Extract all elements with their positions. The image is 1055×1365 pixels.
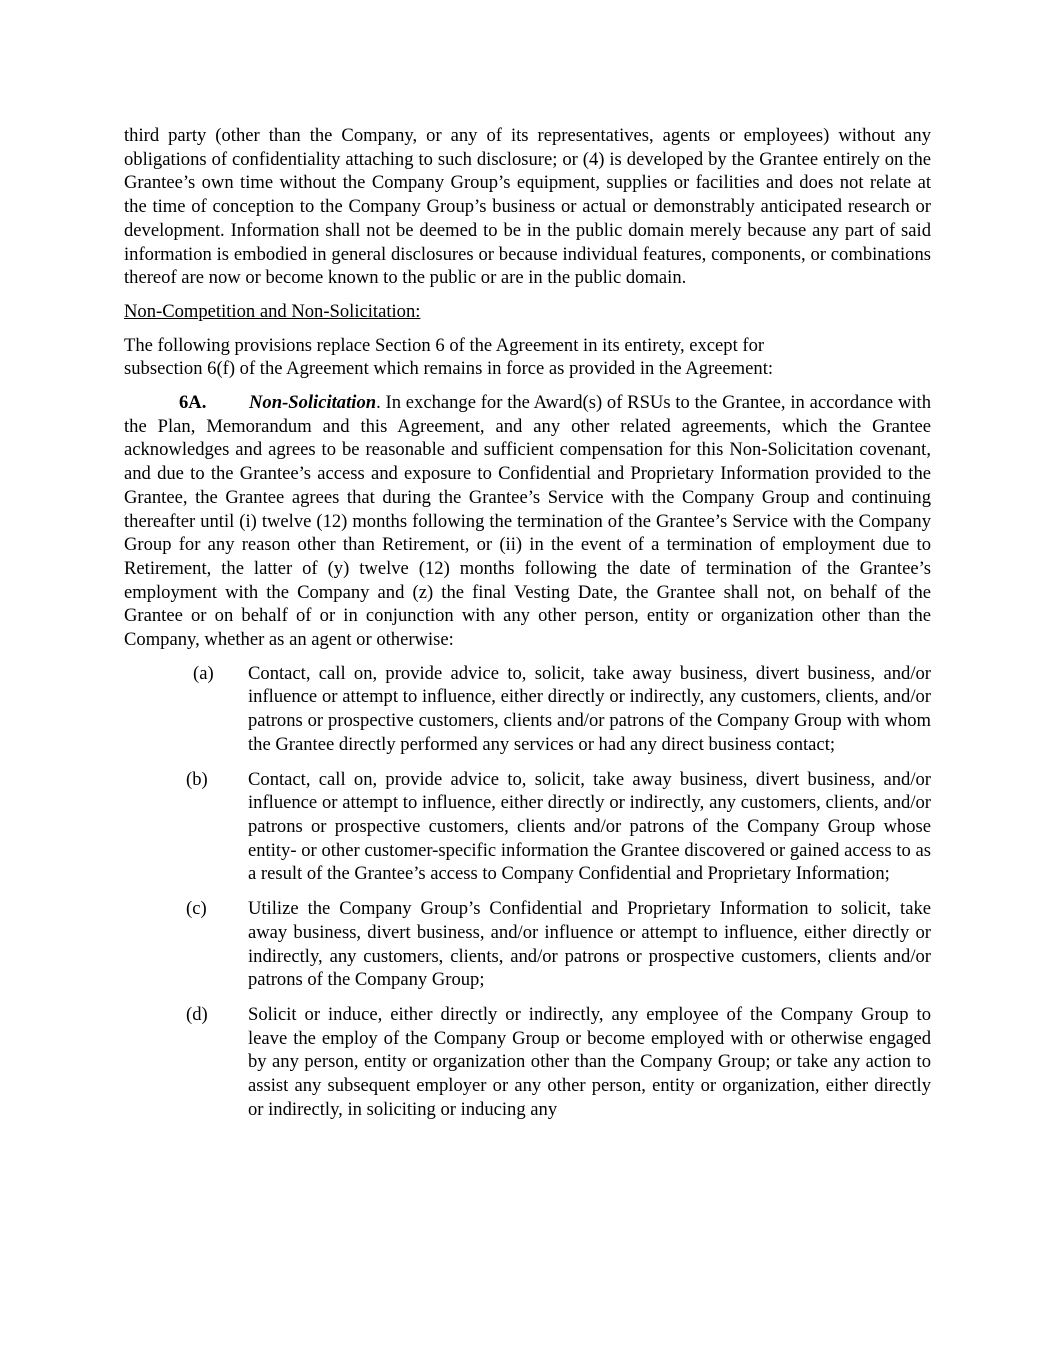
document-page: [124, 124, 931, 1132]
provisions-paragraph: [124, 334, 931, 381]
section-heading: Non-Competition and Non-Solicitation:: [124, 300, 421, 322]
list-item-text: Utilize the Company Group’s Confidential and Proprietary Information to solicit, take away business, divert business, and/or influence or attempt to influence, either directly or indirectly, any customers, clients, and/or patrons or prospective customers, clients and/or patrons of the Company Group;: [248, 898, 931, 991]
section-title: Non-Solicitation: [249, 392, 377, 414]
list-item-label: (b): [186, 768, 208, 790]
section-body: . In exchange for the Award(s) of RSUs to the Grantee, in accordance with the Plan, Memorandum and this Agreement, and any other related agreements, which the Grantee acknowledges and agrees to be reasonable and sufficient compensation for this Non-Solicitation covenant, and due to the Grantee’s access and exposure to Confidential and Proprietary Information provided to the Grantee, the Grantee agrees that during the Grantee’s Service with the Company Group and continuing thereafter until (i) twelve (12) months following the termination of the Grantee’s Service with the Company Group for any reason other than Retirement, or (ii) in the event of a termination of employment due to Retirement, the latter of (y) twelve (12) months following the date of termination of the Grantee’s employment with the Company and (z) the final Vesting Date, the Grantee shall not, on behalf of the Grantee or on behalf of or in conjunction with any other person, entity or organization other than the Company, whether as an agent or otherwise:: [124, 392, 931, 651]
list-item-text: Solicit or induce, either directly or indirectly, any employee of the Company Group to leave the employ of the Company Group or become employed with or otherwise engaged by any person, entity or organization other than the Company Group; or take any action to assist any subsequent employer or any other person, entity or organization, either directly or indirectly, in soliciting or inducing any: [248, 1003, 931, 1120]
list-item-text: Contact, call on, provide advice to, solicit, take away business, divert business, and/or influence or attempt to influence, either directly or indirectly, any customers, clients, and/or patrons or prospective customers, clients and/or patrons of the Company Group whose entity- or other customer-specific information the Grantee discovered or gained access to as a result of the Grantee’s access to Company Confidential and Proprietary Information;: [248, 768, 931, 885]
list-item-label: (a): [193, 662, 214, 684]
list-item-label: (c): [186, 898, 207, 920]
list-item: [124, 768, 931, 887]
list-item-label: (d): [186, 1003, 208, 1025]
provisions-line-2: subsection 6(f) of the Agreement which remains in force as provided in the Agreement:: [124, 358, 774, 380]
intro-paragraph: third party (other than the Company, or any of its representatives, agents or employees) without any obligations of confidentiality attaching to such disclosure; or (4) is developed by the Grantee entirely on the Grantee’s own time without the Company Group’s equipment, supplies or facilities and does not relate at the time of conception to the Company Group’s business or actual or demonstrably anticipated research or development. Information shall not be deemed to be in the public domain merely because any part of said information is embodied in general disclosures or because individual features, components, or combinations thereof are now or become known to the public or are in the public domain.: [124, 125, 931, 289]
list-item-text: Contact, call on, provide advice to, solicit, take away business, divert business, and/or influence or attempt to influence, either directly or indirectly, any customers, clients, and/or patrons or prospective customers, clients and/or patrons of the Company Group with whom the Grantee directly performed any services or had any direct business contact;: [248, 662, 931, 755]
covenant-list: [124, 662, 931, 1122]
list-item: [124, 1003, 931, 1122]
provisions-line-1: The following provisions replace Section 6 of the Agreement in its entirety, except for: [124, 334, 765, 356]
section-number: 6A.: [179, 392, 207, 414]
section-6a-paragraph: [124, 391, 931, 652]
list-item: [124, 897, 931, 992]
list-item: [124, 662, 931, 757]
